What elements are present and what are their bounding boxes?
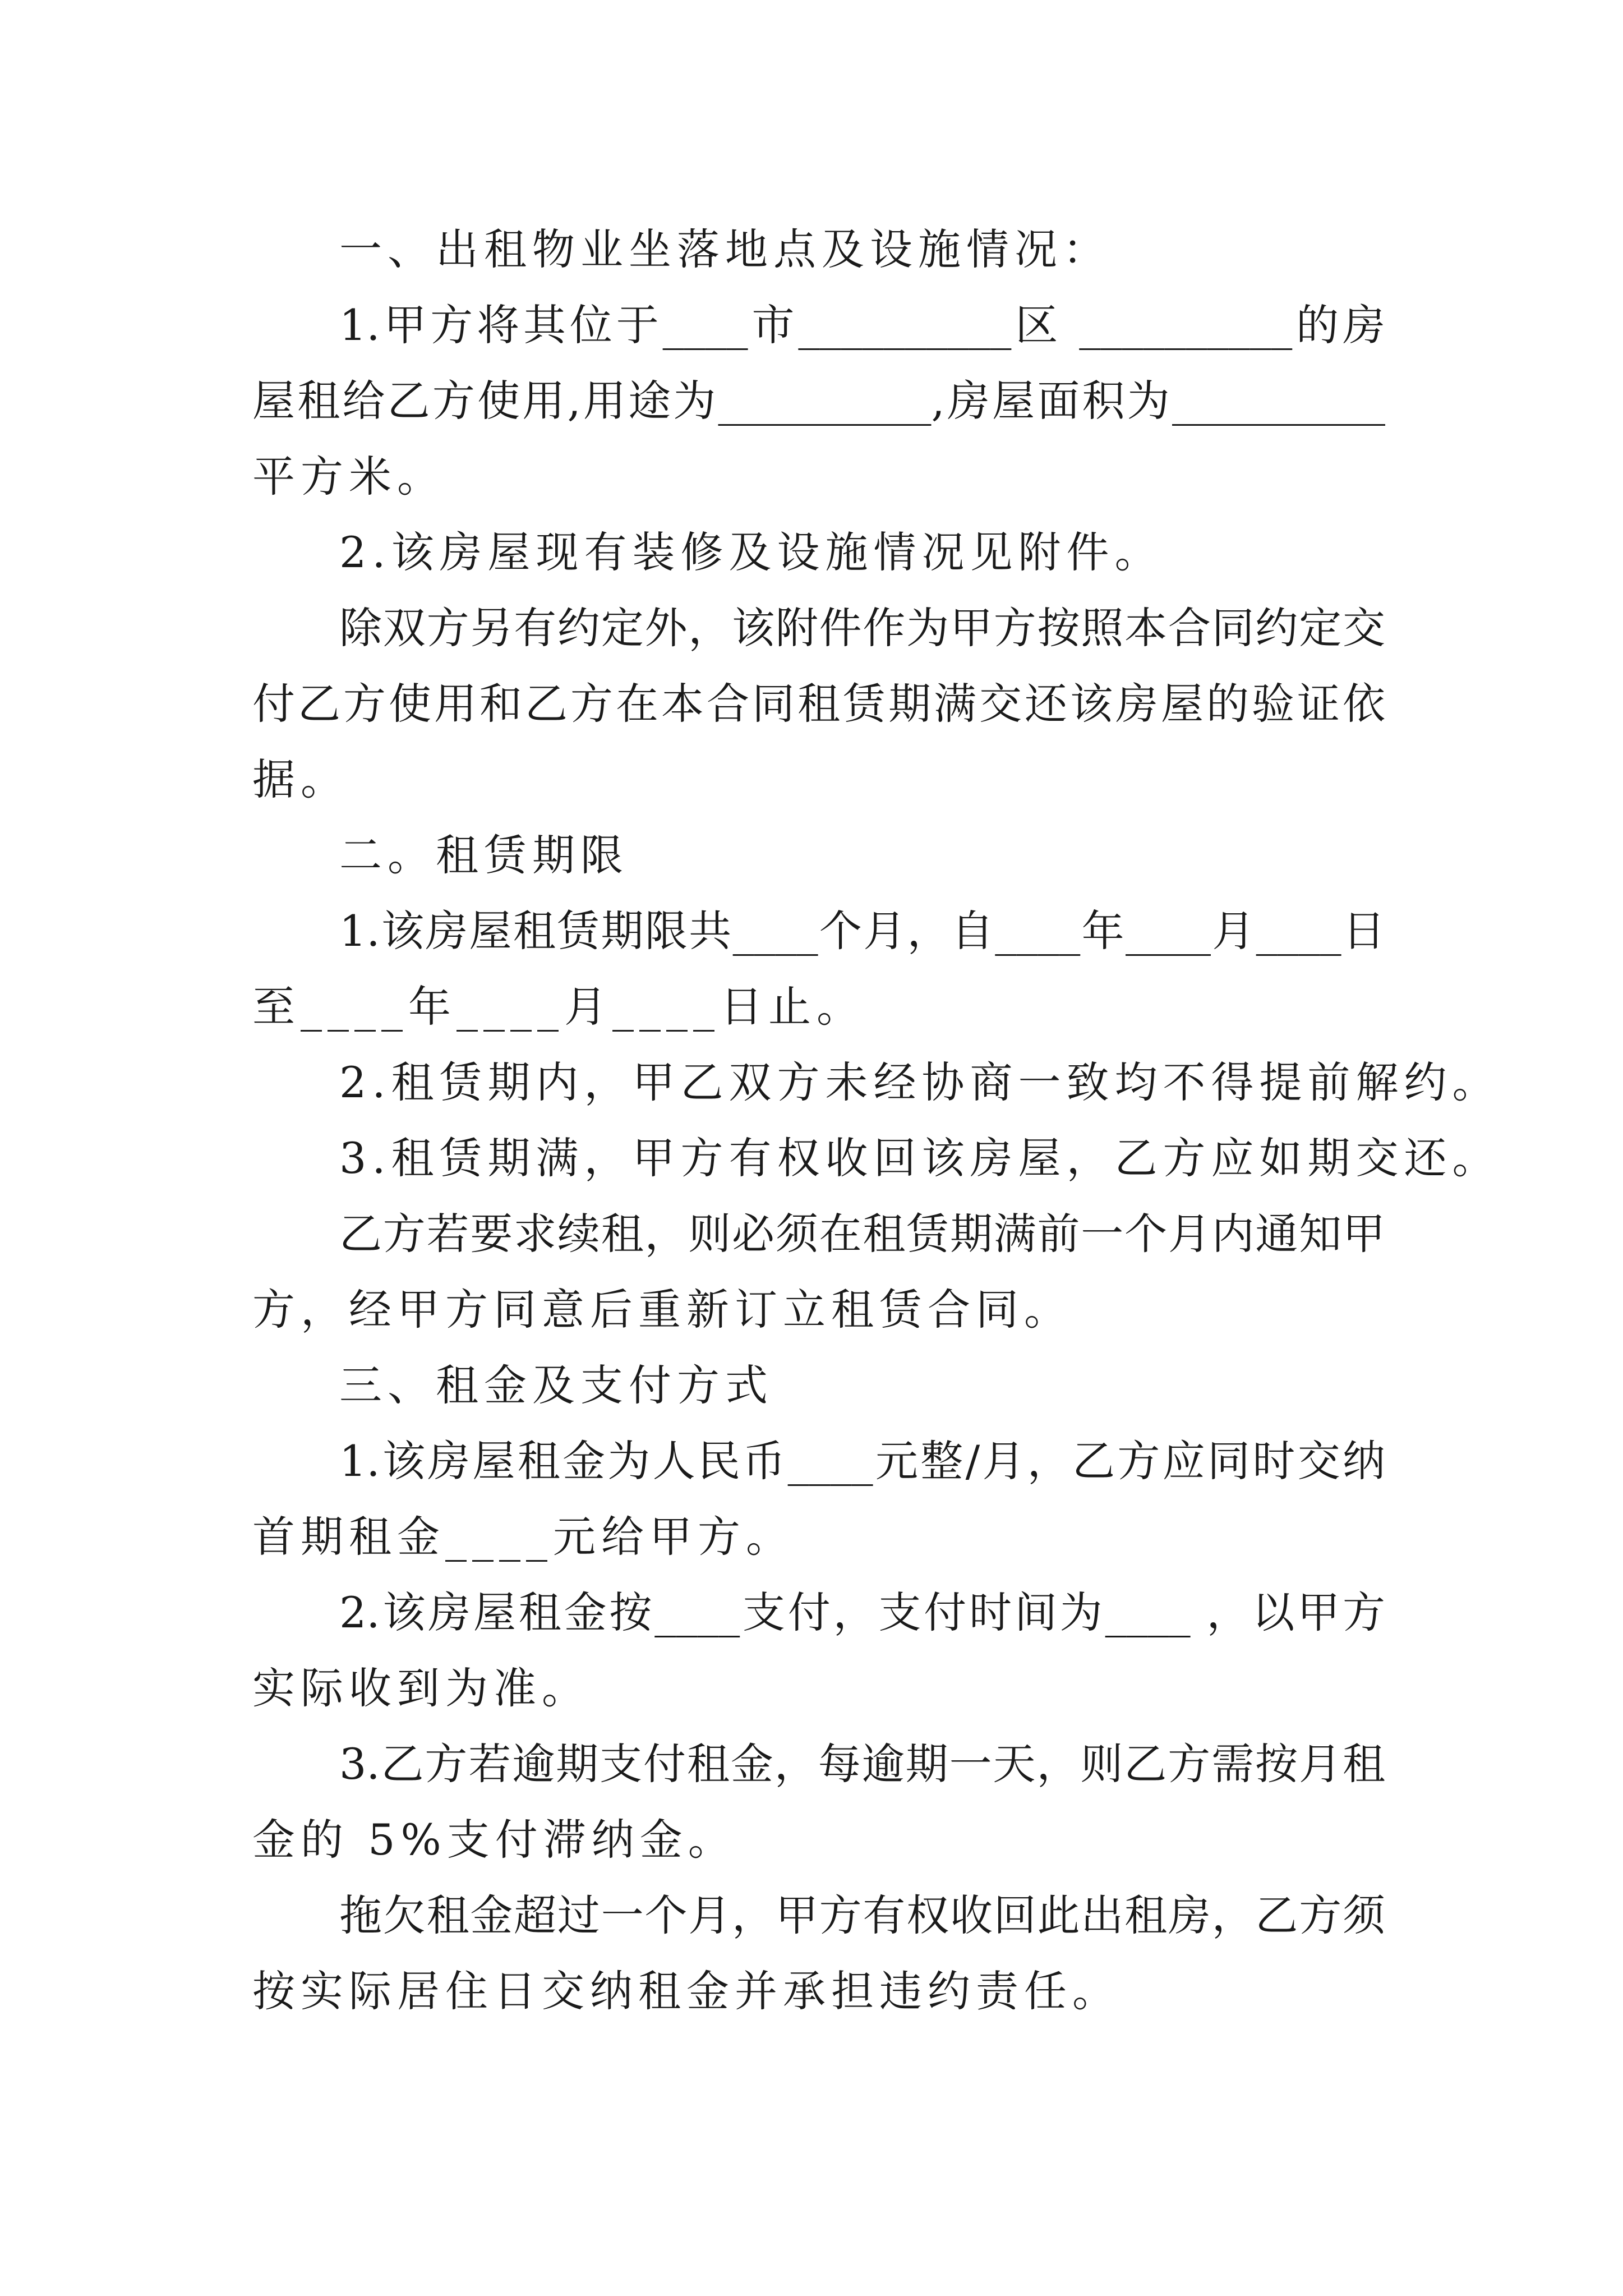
paragraph-line: 屋租给乙方使用,用途为__________,房屋面积为__________ (252, 376, 1385, 426)
paragraph-line: 实际收到为准。 (252, 1663, 590, 1713)
paragraph-line: 2.该房屋现有装修及设施情况见附件。 (339, 527, 1163, 577)
paragraph-line: 平方米。 (252, 452, 445, 501)
paragraph-line: 1.该房屋租赁期限共____个月，自____年____月____日 (339, 906, 1385, 956)
paragraph-line: 按实际居住日交纳租金并承担违约责任。 (252, 1966, 1121, 2016)
paragraph-line: 至____年____月____日止。 (252, 982, 865, 1032)
paragraph-line: 3.租赁期满，甲方有权收回该房屋，乙方应如期交还。 (339, 1133, 1501, 1183)
paragraph-line: 金的 5%支付滞纳金。 (252, 1815, 736, 1865)
paragraph-line: 拖欠租金超过一个月，甲方有权收回此出租房，乙方须 (339, 1890, 1385, 1940)
paragraph-line: 1.该房屋租金为人民币____元整/月，乙方应同时交纳 (339, 1436, 1385, 1486)
paragraph-line: 方，经甲方同意后重新订立租赁合同。 (252, 1285, 1072, 1335)
section-heading-2: 二。租赁期限 (339, 830, 629, 880)
paragraph-line: 2.租赁期内，甲乙双方未经协商一致均不得提前解约。 (339, 1057, 1501, 1107)
paragraph-line: 除双方另有约定外，该附件作为甲方按照本合同约定交 (339, 603, 1385, 653)
paragraph-line: 首期租金____元给甲方。 (252, 1512, 794, 1562)
paragraph-line: 据。 (252, 754, 349, 804)
section-heading-1: 一、出租物业坐落地点及设施情况： (339, 224, 1111, 274)
section-heading-3: 三、租金及支付方式 (339, 1360, 773, 1410)
paragraph-line: 2.该房屋租金按____支付，支付时间为____ ，以甲方 (339, 1588, 1385, 1637)
paragraph-line: 3.乙方若逾期支付租金，每逾期一天，则乙方需按月租 (339, 1739, 1385, 1789)
paragraph-line: 乙方若要求续租，则必须在租赁期满前一个月内通知甲 (339, 1209, 1385, 1259)
paragraph-line: 付乙方使用和乙方在本合同租赁期满交还该房屋的验证依 (252, 679, 1385, 729)
paragraph-line: 1.甲方将其位于____市__________区 __________的房 (339, 300, 1385, 350)
